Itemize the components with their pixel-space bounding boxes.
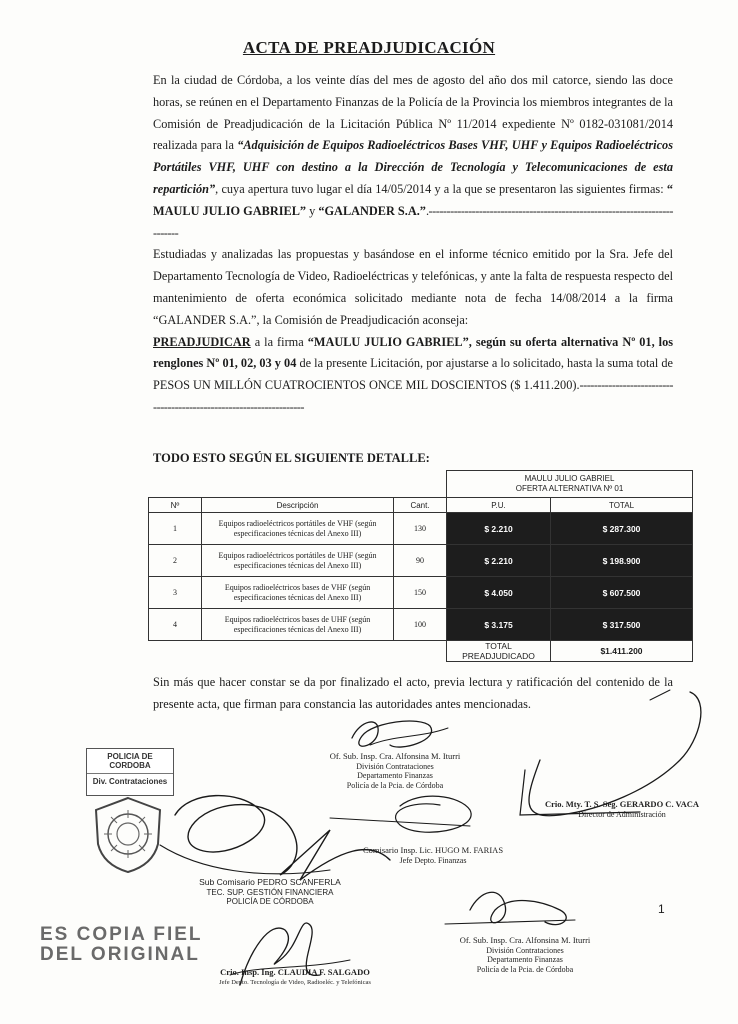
- page-title: ACTA DE PREADJUDICACIÓN: [242, 38, 496, 57]
- conjunction: y: [306, 203, 319, 218]
- header-qty: Cant.: [394, 498, 447, 513]
- signer-name: Crio. Insp. Ing. CLAUDIA F. SALGADO: [220, 967, 370, 977]
- column-header-row: [149, 498, 693, 513]
- table-row: [149, 545, 693, 577]
- copy-certification-stamp: [40, 925, 203, 965]
- row-num: 3: [149, 577, 202, 609]
- signer-line: División Contrataciones: [486, 945, 564, 955]
- police-seal-icon: [92, 796, 164, 874]
- signer-line: Departamento Finanzas: [357, 771, 433, 780]
- header-num: Nº: [149, 498, 202, 513]
- signer-name: Crio. Mty. T. S. Seg. GERARDO C. VACA: [544, 799, 700, 809]
- document-body: [153, 70, 673, 419]
- table-row: [149, 609, 693, 641]
- signer-line: Director de Administración: [578, 809, 666, 819]
- signer-line: TEC. SUP. GESTIÓN FINANCIERA: [206, 887, 334, 897]
- row-pu: $ 4.050: [447, 577, 551, 609]
- signer-line: División Contrataciones: [356, 761, 434, 771]
- header-desc: Descripción: [202, 498, 394, 513]
- preadjudicar-word: PREADJUDICAR: [153, 334, 251, 349]
- copy-stamp-line2: DEL ORIGINAL: [40, 944, 200, 965]
- signer-line: Policía de la Pcia. de Córdoba: [346, 780, 444, 790]
- provider-offer: OFERTA ALTERNATIVA Nº 01: [515, 484, 624, 493]
- header-total: TOTAL: [551, 498, 693, 513]
- row-num: 1: [149, 513, 202, 545]
- total-label: [447, 641, 551, 662]
- row-desc: Equipos radioeléctricos portátiles de UHF (según especificaciones técnicas del Anexo III): [202, 545, 394, 577]
- row-qty: 130: [394, 513, 447, 545]
- signer-name: Comisario Insp. Lic. HUGO M. FARIAS: [362, 845, 504, 855]
- row-total: $ 607.500: [551, 577, 693, 609]
- signature-scanferla: [150, 878, 390, 907]
- row-qty: 100: [394, 609, 447, 641]
- signature-iturri-bottom: [440, 936, 610, 974]
- signature-farias: [348, 846, 518, 865]
- award-bold: “MAULU JULIO GABRIEL”, según su oferta alternativa Nº 01, los renglones Nº 01, 02, 03 y 04: [153, 334, 674, 371]
- total-label-line2: PREADJUDICADO: [462, 651, 535, 661]
- opening-text: En la ciudad de Córdoba, a los veinte días del mes de agosto del año dos mil catorce, siendo las doce horas, se reúnen en el Departamento Finanzas de la Policía de la Provincia los miembros integrantes de la Comisión de Preadjudicación de la Licitación Pública Nº 11/2014 expediente Nº 0182-031081/2014 realizada para la: [153, 73, 673, 153]
- table-row: [149, 577, 693, 609]
- row-total: $ 317.500: [551, 609, 693, 641]
- row-desc: Equipos radioeléctricos bases de VHF (según especificaciones técnicas del Anexo III): [202, 577, 394, 609]
- total-label-line1: TOTAL: [485, 641, 512, 651]
- signature-salgado: [200, 968, 390, 987]
- provider-header: [447, 471, 693, 498]
- row-num: 4: [149, 609, 202, 641]
- paragraph-opening: [153, 70, 673, 244]
- award-detail-table: [148, 470, 693, 662]
- acquisition-object: “Adquisición de Equipos Radioeléctricos Bases VHF, UHF y Equipos Radioeléctricos Portátiles VHF, UHF con destino a la Dirección de Tecnología y Telecomunicaciones de esta repartición”: [153, 138, 673, 196]
- dash-fill-2: --------------------------------------------------------------------: [153, 378, 673, 414]
- signer-name: Of. Sub. Insp. Cra. Alfonsina M. Iturri: [329, 751, 461, 761]
- table-row: [149, 513, 693, 545]
- row-qty: 90: [394, 545, 447, 577]
- signer-name: Sub Comisario PEDRO SCANFERLA: [199, 877, 341, 887]
- row-pu: $ 3.175: [447, 609, 551, 641]
- signer-line: Departamento Finanzas: [487, 955, 563, 964]
- header-pu: P.U.: [447, 498, 551, 513]
- award-text-b: de la presente Licitación, por ajustarse a lo solicitado, hasta la suma total de PESOS UN MILLÓN CUATROCIENTOS ONCE MIL DOSCIENTOS ($ 1.411.200).: [153, 356, 674, 393]
- paragraph-analysis: Estudiadas y analizadas las propuestas y basándose en el informe técnico emitido por la Sra. Jefe del Departamento Tecnología de Video, Radioeléctricas y telefónicas, y ante la falta de respuesta respecto del mantenimiento de oferta económica solicitado mediante nota de fecha 14/08/2014 a la firma “GALANDER S.A.”, la Comisión de Preadjudicación aconseja:: [153, 247, 673, 327]
- page-number: 1: [658, 902, 665, 916]
- signer-line: Jefe Depto. Tecnología de Video, Radioeléc. y Telefónicas: [219, 978, 371, 986]
- row-pu: $ 2.210: [447, 513, 551, 545]
- row-qty: 150: [394, 577, 447, 609]
- stamp-line-division: Div. Contrataciones: [92, 777, 168, 786]
- total-row: [149, 641, 693, 662]
- division-stamp: [86, 748, 174, 796]
- signer-line: POLICÍA DE CÓRDOBA: [226, 897, 314, 906]
- row-total: $ 287.300: [551, 513, 693, 545]
- closing-paragraph: Sin más que hacer constar se da por finalizado el acto, previa lectura y ratificación del contenido de la presente acta, que firman para constancia las autoridades antes mencionadas.: [153, 675, 673, 711]
- provider-header-row: [149, 471, 693, 498]
- dash-fill-1: .---------------------------------------------------------------------------: [153, 203, 673, 240]
- row-num: 2: [149, 545, 202, 577]
- signer-name: Of. Sub. Insp. Cra. Alfonsina M. Iturri: [459, 935, 591, 945]
- signature-vaca: [512, 800, 732, 819]
- signature-iturri-top: [310, 752, 480, 790]
- opening-end: , cuya apertura tuvo lugar el día 14/05/2014 y a la que se presentaron las siguientes firmas:: [215, 181, 667, 196]
- row-desc: Equipos radioeléctricos portátiles de VHF (según especificaciones técnicas del Anexo III): [202, 513, 394, 545]
- paragraph-award: [153, 332, 673, 419]
- provider-name: MAULU JULIO GABRIEL: [524, 474, 615, 483]
- row-total: $ 198.900: [551, 545, 693, 577]
- row-pu: $ 2.210: [447, 545, 551, 577]
- firm-galander: “GALANDER S.A.”: [318, 203, 426, 218]
- firm-maulu: “ MAULU JULIO GABRIEL”: [153, 181, 673, 218]
- stamp-line-police: POLICIA DE CORDOBA: [87, 749, 173, 774]
- row-desc: Equipos radioeléctricos bases de UHF (según especificaciones técnicas del Anexo III): [202, 609, 394, 641]
- copy-stamp-line1: ES COPIA FIEL: [40, 924, 203, 945]
- award-text-a: a la firma: [250, 334, 308, 349]
- detail-heading: TODO ESTO SEGÚN EL SIGUIENTE DETALLE:: [153, 451, 430, 465]
- signer-line: Policía de la Pcia. de Córdoba: [476, 964, 574, 974]
- total-value: $1.411.200: [551, 641, 693, 662]
- signer-line: Jefe Depto. Finanzas: [399, 855, 467, 865]
